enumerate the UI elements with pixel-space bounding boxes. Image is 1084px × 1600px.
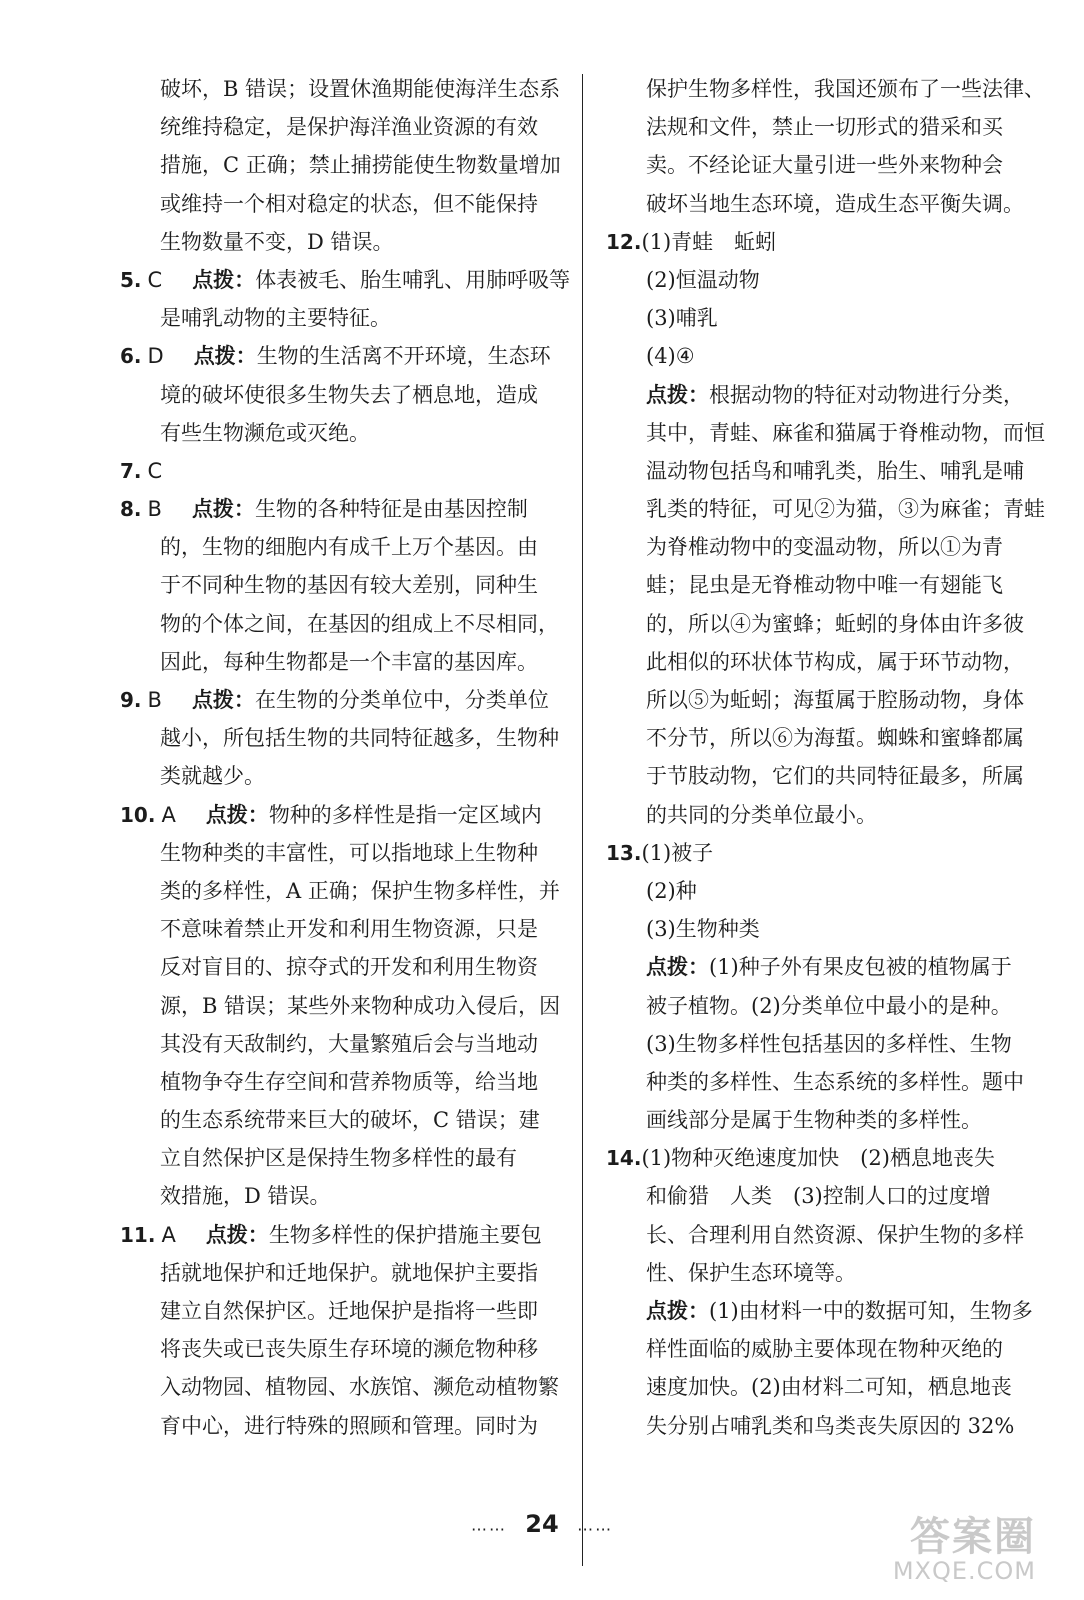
column-divider — [582, 74, 583, 1566]
tip-continuation-line: 速度加快。(2)由材料二可知，栖息地丧 — [646, 1375, 1012, 1400]
answer-line: (2)恒温动物 — [646, 267, 760, 292]
answer-letter: A — [161, 1222, 176, 1247]
question-number: 7. — [120, 458, 142, 483]
text-line: 措施，C 正确；禁止捕捞能使生物数量增加 — [160, 153, 561, 178]
question-number: 13. — [606, 840, 642, 865]
tip-continuation-line: 被子植物。(2)分类单位中最小的是种。 — [646, 993, 1012, 1018]
tip-continuation-line: 的共同的分类单位最小。 — [646, 802, 877, 827]
tip-line — [606, 1292, 1036, 1330]
tip-continuation-line: 境的破坏使很多生物失去了栖息地，造成 — [160, 382, 538, 407]
tip-line — [606, 376, 1036, 414]
tip-continuation-line: (3)生物多样性包括基因的多样性、生物 — [646, 1031, 1012, 1056]
tip-continuation-line: 括就地保护和迁地保护。就地保护主要指 — [160, 1260, 538, 1285]
tip-continuation-line: 因此，每种生物都是一个丰富的基因库。 — [160, 649, 538, 674]
tip-continuation-line: 此相似的环状体节构成，属于环节动物， — [646, 649, 1024, 674]
tip-continuation-line: 不分节，所以⑥为海蜇。蜘蛛和蜜蜂都属 — [646, 726, 1024, 751]
tip-continuation-line: 温动物包括鸟和哺乳类，胎生、哺乳是哺 — [646, 458, 1024, 483]
tip-continuation-line: 其中，青蛙、麻雀和猫属于脊椎动物，而恒 — [646, 420, 1045, 445]
answer-line: (4)④ — [646, 344, 695, 369]
question-number: 11. — [120, 1222, 156, 1247]
tip-text: 体表被毛、胎生哺乳、用肺呼吸等 — [255, 267, 571, 292]
question-9-line — [120, 681, 560, 719]
tip-label: 点拨： — [205, 1222, 269, 1247]
tip-line — [606, 948, 1036, 986]
question-7-line — [120, 452, 560, 490]
tip-continuation-line: 反对盲目的、掠夺式的开发和利用生物资 — [160, 955, 538, 980]
text-line: 生物数量不变，D 错误。 — [160, 229, 394, 254]
tip-continuation-line: 是哺乳动物的主要特征。 — [160, 306, 391, 331]
right-column — [606, 70, 1045, 1445]
tip-continuation-line: 其没有天敌制约，大量繁殖后会与当地动 — [160, 1031, 538, 1056]
tip-continuation-line: 蛙；昆虫是无脊椎动物中唯一有翅能飞 — [646, 573, 1003, 598]
text-line: 破坏，B 错误；设置休渔期能使海洋生态系 — [160, 77, 561, 101]
tip-continuation-line: 效措施，D 错误。 — [160, 1184, 331, 1209]
tip-text: 根据动物的特征对动物进行分类， — [709, 382, 1024, 407]
question-6-line — [120, 337, 560, 375]
text-line: 法规和文件，禁止一切形式的猎采和买 — [646, 115, 1003, 140]
answer-line: 长、合理利用自然资源、保护生物的多样 — [646, 1222, 1024, 1247]
footer-dots-left: …… — [470, 1515, 507, 1535]
tip-text: 物种的多样性是指一定区域内 — [268, 802, 542, 827]
tip-continuation-line: 不意味着禁止开发和利用生物资源，只是 — [160, 917, 538, 942]
answer-letter: C — [147, 267, 163, 292]
tip-text: 生物多样性的保护措施主要包 — [268, 1222, 542, 1247]
page-number: 24 — [525, 1510, 559, 1538]
text-line: 卖。不经论证大量引进一些外来物种会 — [646, 153, 1003, 178]
tip-continuation-line: 将丧失或已丧失原生存环境的濒危物种移 — [160, 1337, 538, 1362]
tip-label: 点拨： — [646, 382, 709, 407]
tip-continuation-line: 源，B 错误；某些外来物种成功入侵后，因 — [160, 993, 561, 1018]
answer-line: (2)种 — [646, 878, 697, 903]
watermark-logo — [866, 1516, 1036, 1588]
tip-continuation-line: 失分别占哺乳类和鸟类丧失原因的 32% — [646, 1413, 1015, 1438]
tip-continuation-line: 有些生物濒危或灭绝。 — [160, 420, 370, 445]
question-5-line — [120, 261, 571, 299]
question-11-line — [120, 1216, 560, 1254]
tip-text: 在生物的分类单位中，分类单位 — [254, 688, 549, 712]
text-line: 或维持一个相对稳定的状态，但不能保持 — [160, 191, 538, 216]
tip-continuation-line: 于不同种生物的基因有较大差别，同种生 — [160, 573, 538, 598]
answer-text: (1)青蛙 蚯蚓 — [641, 229, 777, 254]
text-line: 破坏当地生态环境，造成生态平衡失调。 — [646, 191, 1024, 216]
watermark-text-bottom: MXQE.COM — [892, 1557, 1036, 1585]
tip-continuation-line: 类就越少。 — [160, 764, 265, 789]
tip-continuation-line: 画线部分是属于生物种类的多样性。 — [646, 1108, 982, 1133]
question-number: 8. — [120, 497, 142, 522]
answer-letter: D — [147, 344, 164, 369]
footer-dots-right: …… — [577, 1515, 614, 1535]
tip-continuation-line: 的，所以④为蜜蜂；蚯蚓的身体由许多彼 — [646, 611, 1024, 636]
tip-text: 生物的各种特征是由基因控制 — [254, 497, 528, 522]
tip-label: 点拨： — [646, 1299, 709, 1323]
tip-continuation-line: 乳类的特征，可见②为猫，③为麻雀；青蛙 — [646, 497, 1045, 522]
question-number: 10. — [120, 802, 156, 827]
text-line: 保护生物多样性，我国还颁布了一些法律、 — [646, 77, 1045, 101]
answer-letter: A — [161, 802, 176, 827]
tip-continuation-line: 的，生物的细胞内有成千上万个基因。由 — [160, 535, 538, 560]
tip-continuation-line: 物的个体之间，在基因的组成上不尽相同， — [160, 611, 559, 636]
answer-letter: B — [147, 497, 162, 522]
answer-line: (3)哺乳 — [646, 306, 718, 331]
text-line: 统维持稳定，是保护海洋渔业资源的有效 — [160, 115, 538, 140]
tip-continuation-line: 生物种类的丰富性，可以指地球上生物种 — [160, 840, 538, 865]
tip-continuation-line: 种类的多样性、生态系统的多样性。题中 — [646, 1069, 1024, 1094]
answer-letter: B — [147, 688, 162, 712]
question-12-line — [606, 223, 1036, 261]
question-10-line — [120, 796, 560, 834]
answer-line: 性、保护生态环境等。 — [646, 1260, 856, 1285]
watermark-text-top: 答案圈 — [910, 1514, 1036, 1560]
tip-continuation-line: 建立自然保护区。迁地保护是指将一些即 — [160, 1299, 538, 1323]
answer-line: 和偷猎 人类 (3)控制人口的过度增 — [646, 1184, 991, 1209]
tip-continuation-line: 入动物园、植物园、水族馆、濒危动植物繁 — [160, 1375, 559, 1400]
tip-label: 点拨： — [191, 688, 255, 712]
question-number: 14. — [606, 1146, 642, 1171]
tip-continuation-line: 样性面临的威胁主要体现在物种灭绝的 — [646, 1337, 1003, 1362]
tip-label: 点拨： — [191, 497, 255, 522]
tip-label: 点拨： — [205, 802, 269, 827]
answer-text: (1)被子 — [641, 840, 714, 865]
tip-continuation-line: 植物争夺生存空间和营养物质等，给当地 — [160, 1069, 538, 1094]
tip-continuation-line: 立自然保护区是保持生物多样性的最有 — [160, 1146, 517, 1171]
tip-text: (1)种子外有果皮包被的植物属于 — [709, 955, 1012, 980]
tip-label: 点拨： — [646, 955, 709, 980]
tip-continuation-line: 越小，所包括生物的共同特征越多，生物种 — [160, 726, 559, 751]
question-14-line — [606, 1139, 1036, 1177]
question-number: 12. — [606, 229, 642, 254]
tip-continuation-line: 所以⑤为蚯蚓；海蜇属于腔肠动物，身体 — [646, 688, 1024, 712]
answer-text: (1)物种灭绝速度加快 (2)栖息地丧失 — [641, 1146, 995, 1171]
tip-text: 生物的生活离不开环境，生态环 — [256, 344, 551, 369]
tip-continuation-line: 育中心，进行特殊的照顾和管理。同时为 — [160, 1413, 538, 1438]
tip-continuation-line: 的生态系统带来巨大的破坏，C 错误；建 — [160, 1108, 540, 1133]
tip-continuation-line: 类的多样性，A 正确；保护生物多样性，并 — [160, 878, 560, 903]
tip-label: 点拨： — [192, 267, 256, 292]
tip-continuation-line: 于节肢动物，它们的共同特征最多，所属 — [646, 764, 1024, 789]
question-13-line — [606, 834, 1036, 872]
tip-continuation-line: 为脊椎动物中的变温动物，所以①为青 — [646, 535, 1003, 560]
question-number: 9. — [120, 688, 142, 712]
tip-text: (1)由材料一中的数据可知，生物多 — [709, 1299, 1033, 1323]
question-number: 5. — [120, 267, 142, 292]
answer-letter: C — [147, 458, 163, 483]
question-8-line — [120, 490, 560, 528]
answer-line: (3)生物种类 — [646, 917, 760, 942]
question-number: 6. — [120, 344, 142, 369]
left-column — [120, 70, 571, 1445]
tip-label: 点拨： — [193, 344, 257, 369]
